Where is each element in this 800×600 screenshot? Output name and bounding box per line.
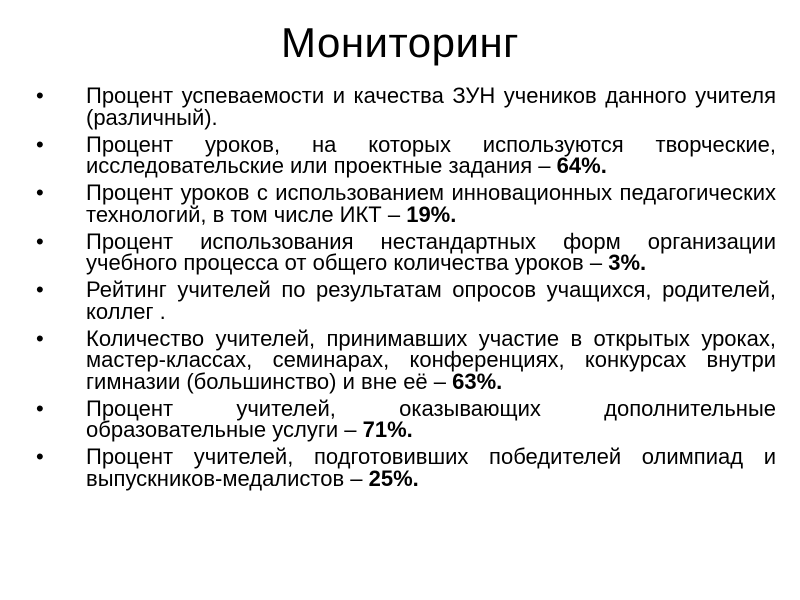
bullet-item <box>36 325 776 394</box>
bullet-value: 63%. <box>452 368 503 394</box>
bullet-text: Процент уроков с использованием инновационных педагогических технологий, в том числе ИКТ – <box>86 180 776 227</box>
bullet-list <box>36 85 776 495</box>
bullet-value: 25%. <box>368 465 419 491</box>
bullet-marker: • <box>36 83 44 108</box>
bullet-item <box>36 131 776 178</box>
bullet-item <box>36 395 776 442</box>
bullet-marker: • <box>36 131 44 157</box>
bullet-text: Процент успеваемости и качества ЗУН учеников данного учителя (различный). <box>86 83 776 130</box>
bullet-marker: • <box>36 180 44 205</box>
bullet-text: Рейтинг учителей по результатам опросов учащихся, родителей, коллег . <box>86 277 776 324</box>
bullet-marker: • <box>36 395 44 421</box>
bullet-item <box>36 228 776 275</box>
bullet-value: 71%. <box>362 417 413 442</box>
bullet-item <box>36 279 776 322</box>
bullet-text: Процент уроков, на которых используются творческие, исследовательские или проектные задания – <box>86 131 776 178</box>
bullet-value: 19%. <box>406 201 457 227</box>
bullet-marker: • <box>36 228 44 254</box>
bullet-value: 3%. <box>608 250 647 275</box>
bullet-item <box>36 446 776 489</box>
bullet-text: Процент учителей, оказывающих дополнительные образовательные услуги – <box>86 395 776 442</box>
bullet-text: Процент использования нестандартных форм организации учебного процесса от общего количества уроков – <box>86 228 776 275</box>
bullet-text: Процент учителей, подготовивших победителей олимпиад и выпускников-медалистов – <box>86 444 776 491</box>
bullet-marker: • <box>36 444 44 469</box>
bullet-marker: • <box>36 277 44 302</box>
bullet-text: Количество учителей, принимавших участие в открытых уроках, мастер-классах, семинарах, конференциях, конкурсах внутри гимназии (большинство) и вне её – <box>86 325 776 394</box>
bullet-item <box>36 182 776 225</box>
slide-title: Мониторинг <box>281 19 519 66</box>
bullet-marker: • <box>36 325 44 351</box>
bullet-item <box>36 85 776 128</box>
bullet-value: 64%. <box>556 153 607 178</box>
